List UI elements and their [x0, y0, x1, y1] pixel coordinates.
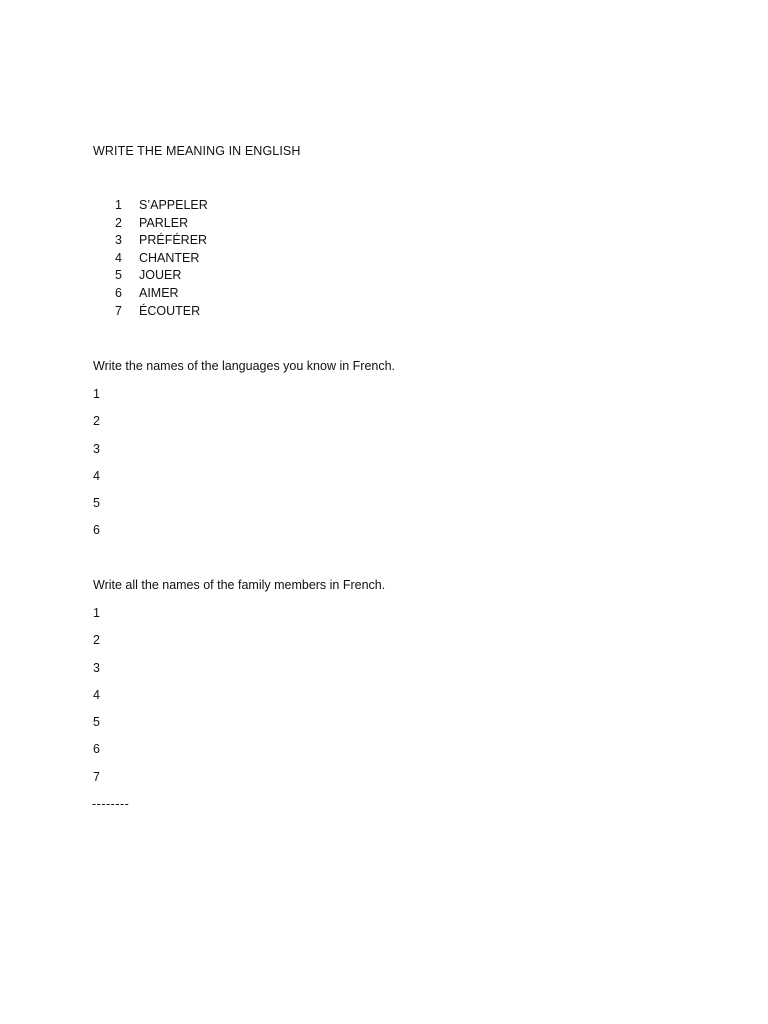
verb-number: 6 — [115, 285, 122, 300]
verb-number: 7 — [115, 303, 122, 318]
dashed-separator: -------- — [92, 797, 130, 811]
section-prompt-languages: Write the names of the languages you know in French. — [93, 359, 396, 373]
answer-line: 6 — [93, 523, 100, 538]
verb-item — [93, 197, 208, 215]
section-heading-meaning: WRITE THE MEANING IN ENGLISH — [93, 144, 301, 158]
answer-line: 5 — [93, 715, 100, 730]
verb-number: 2 — [115, 215, 122, 230]
verb-item — [93, 285, 208, 303]
answer-line: 3 — [93, 441, 100, 456]
section-prompt-family: Write all the names of the family members in French. — [93, 578, 386, 592]
verb-word: CHANTER — [139, 250, 200, 265]
verb-list — [93, 197, 208, 320]
verb-number: 5 — [115, 268, 122, 283]
answer-line: 7 — [93, 769, 100, 784]
answer-line: 2 — [93, 414, 100, 429]
answer-line: 5 — [93, 496, 100, 511]
verb-word: JOUER — [139, 268, 182, 283]
verb-number: 4 — [115, 250, 122, 265]
answer-line: 1 — [93, 387, 100, 401]
verb-word: AIMER — [139, 285, 179, 300]
verb-number: 3 — [115, 233, 122, 248]
verb-item — [93, 215, 208, 233]
verb-item — [93, 267, 208, 285]
verb-word: PARLER — [139, 215, 189, 230]
verb-item — [93, 303, 208, 321]
verb-word: S’APPELER — [139, 198, 208, 212]
answer-line: 4 — [93, 468, 100, 483]
family-answer-list — [93, 605, 100, 796]
answer-line: 3 — [93, 660, 100, 675]
languages-answer-list — [93, 386, 100, 550]
answer-line: 6 — [93, 742, 100, 757]
answer-line: 1 — [93, 606, 100, 620]
verb-number: 1 — [115, 198, 122, 212]
verb-word: PRÉFÉRER — [139, 233, 208, 248]
verb-item — [93, 250, 208, 268]
verb-word: ÉCOUTER — [139, 303, 201, 318]
answer-line: 2 — [93, 633, 100, 648]
answer-line: 4 — [93, 687, 100, 702]
verb-item — [93, 232, 208, 250]
